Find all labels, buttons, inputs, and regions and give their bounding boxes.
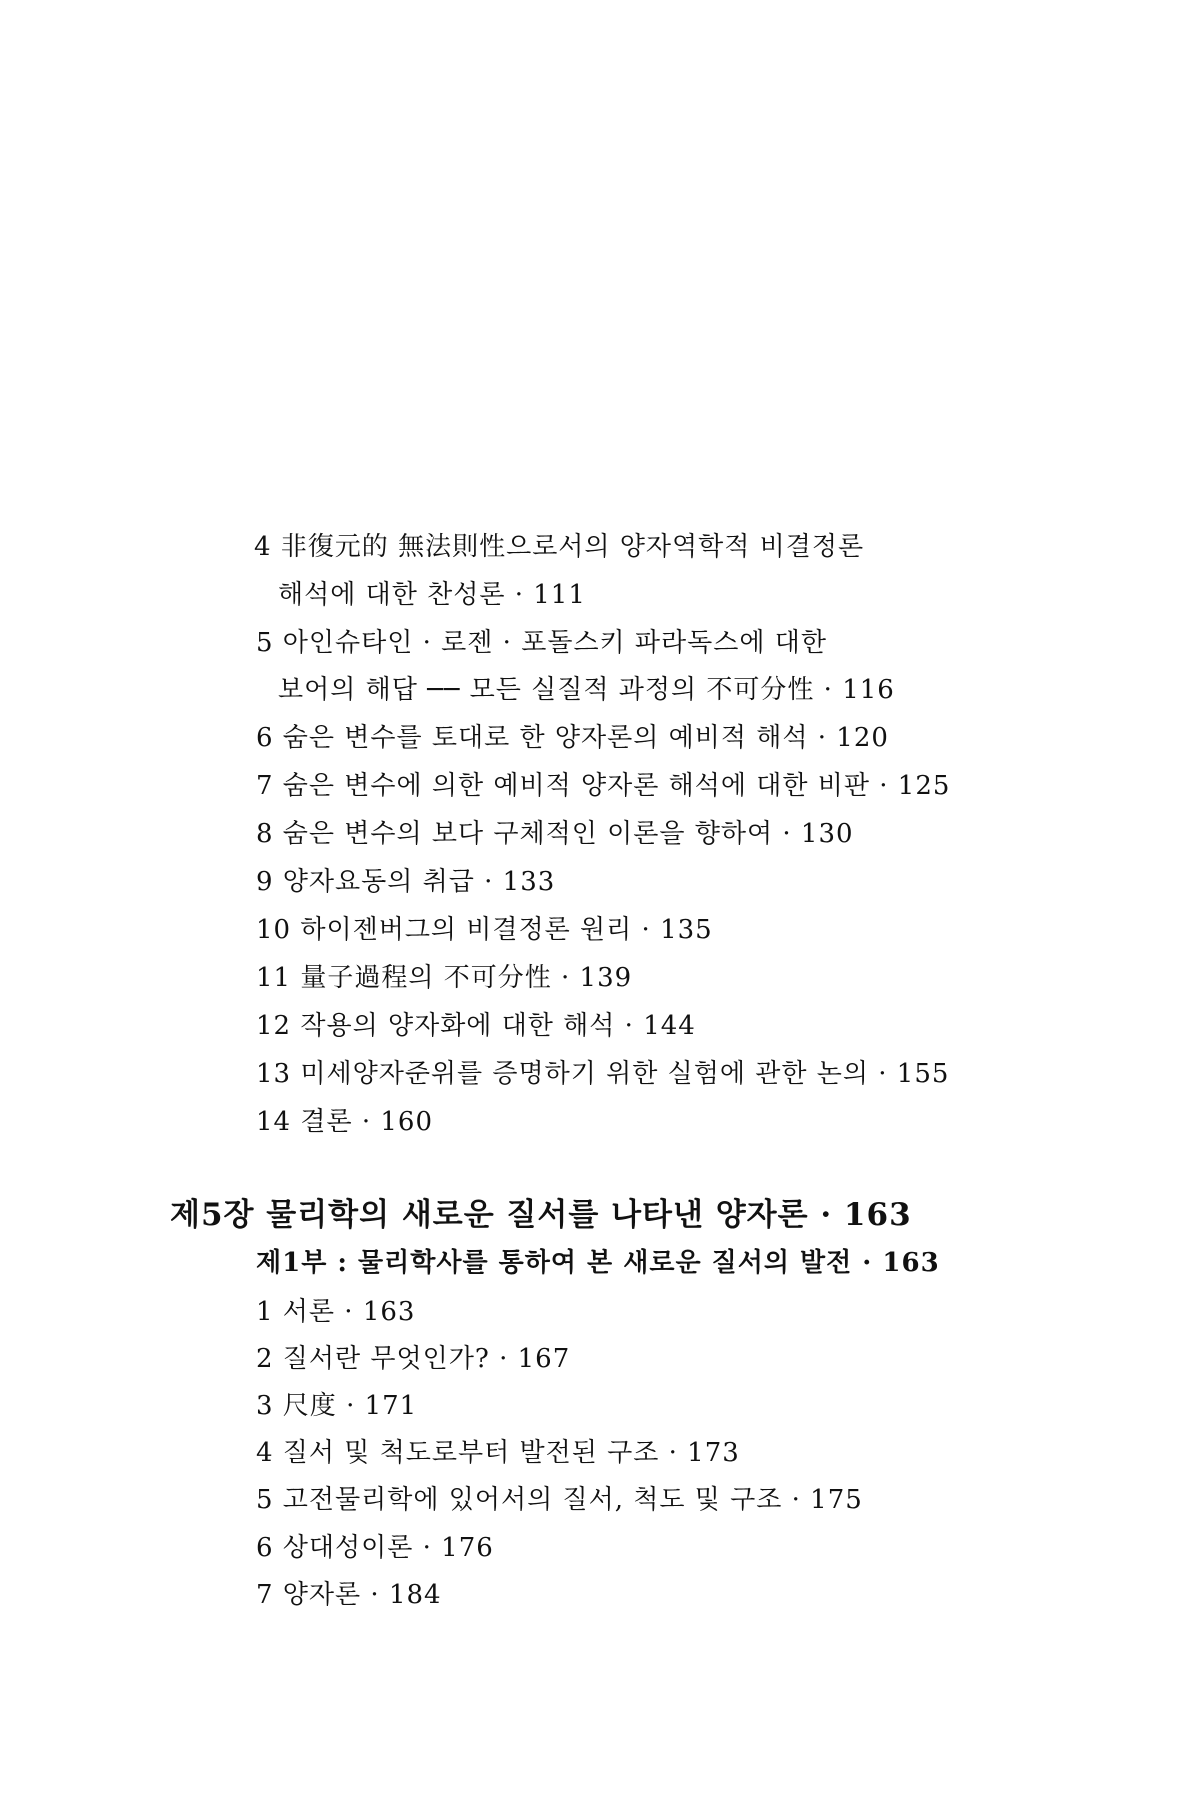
ch5-entry-6: 6 상대성이론 · 176 xyxy=(256,1533,494,1563)
toc-entry-9: 9 양자요동의 취급 · 133 xyxy=(256,867,556,897)
toc-entry-11: 11 量子過程의 不可分性 · 139 xyxy=(256,963,633,993)
ch5-entry-5: 5 고전물리학에 있어서의 질서, 척도 및 구조 · 175 xyxy=(256,1485,863,1515)
toc-entry-13: 13 미세양자준위를 증명하기 위한 실험에 관한 논의 · 155 xyxy=(256,1059,950,1089)
ch5-entry-1: 1 서론 · 163 xyxy=(256,1297,416,1327)
toc-entry-5-line2: 보어의 해답 ── 모든 실질적 과정의 不可分性 · 116 xyxy=(278,675,895,705)
toc-entry-5-line1: 5 아인슈타인 · 로젠 · 포돌스키 파라독스에 대한 xyxy=(256,628,828,658)
toc-entry-10: 10 하이젠버그의 비결정론 원리 · 135 xyxy=(256,915,713,945)
toc-entry-6: 6 숨은 변수를 토대로 한 양자론의 예비적 해석 · 120 xyxy=(256,723,889,753)
ch5-entry-2: 2 질서란 무엇인가? · 167 xyxy=(256,1344,571,1374)
toc-entry-14: 14 결론 · 160 xyxy=(256,1107,434,1137)
chapter-5-part-1: 제1부 : 물리학사를 통하여 본 새로운 질서의 발전 · 163 xyxy=(256,1248,940,1278)
toc-entry-7: 7 숨은 변수에 의한 예비적 양자론 해석에 대한 비판 · 125 xyxy=(256,771,951,801)
ch5-entry-7: 7 양자론 · 184 xyxy=(256,1580,442,1610)
toc-entry-4-line1: 4 非復元的 無法則性으로서의 양자역학적 비결정론 xyxy=(254,532,865,562)
ch5-entry-3: 3 尺度 · 171 xyxy=(256,1391,418,1421)
toc-entry-4-line2: 해석에 대한 찬성론 · 111 xyxy=(278,580,586,610)
chapter-5-title: 제5장 물리학의 새로운 질서를 나타낸 양자론 · 163 xyxy=(170,1197,912,1233)
ch5-entry-4: 4 질서 및 척도로부터 발전된 구조 · 173 xyxy=(256,1438,740,1468)
toc-entry-8: 8 숨은 변수의 보다 구체적인 이론을 향하여 · 130 xyxy=(256,819,854,849)
toc-entry-12: 12 작용의 양자화에 대한 해석 · 144 xyxy=(256,1011,696,1041)
